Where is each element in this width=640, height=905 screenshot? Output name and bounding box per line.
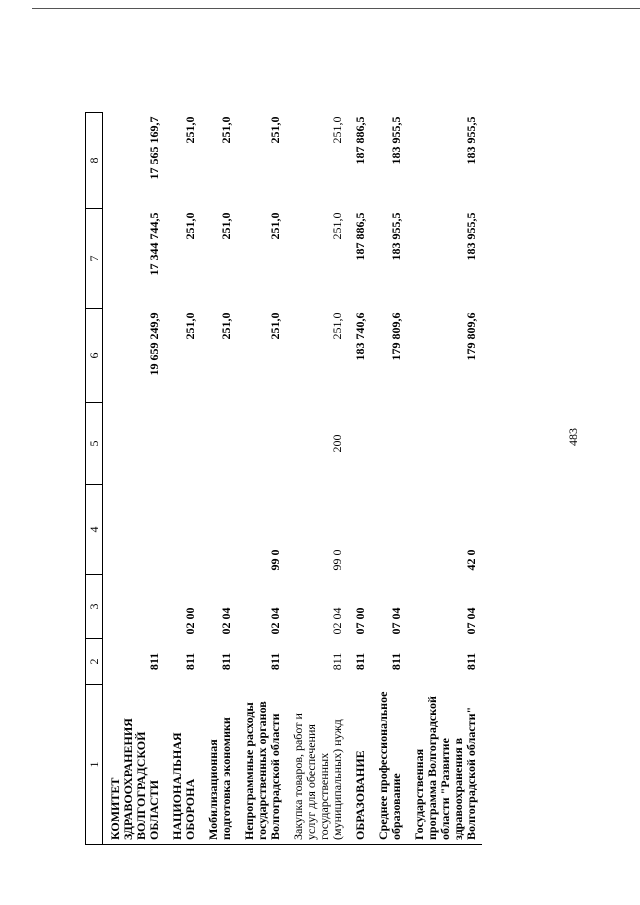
amount-col6: 251,0	[268, 312, 282, 340]
expense-type-code	[201, 403, 237, 485]
amount-col6: 251,0	[183, 312, 197, 340]
ved-code: 811	[330, 652, 344, 671]
ved-code: 811	[389, 652, 403, 671]
column-header: 6	[86, 309, 103, 403]
target-code	[165, 485, 201, 575]
row-name: НАЦИОНАЛЬНАЯ ОБОРОНА	[165, 685, 201, 845]
section-code: 02 00	[183, 607, 197, 635]
amount-col6: 179 809,6	[464, 312, 478, 361]
expense-type-code: 200	[330, 434, 344, 453]
target-code: 99 0	[330, 549, 344, 571]
row-name: Государственная программа Волгоградской области "Развитие здравоохранения в Волгоградской области"	[407, 685, 482, 845]
column-header: 7	[86, 209, 103, 309]
target-code	[348, 485, 371, 575]
amount-col6: 251,0	[330, 312, 344, 340]
page-number: 483	[566, 428, 580, 446]
column-header: 4	[86, 485, 103, 575]
amount-col8: 17 565 169,7	[147, 116, 161, 180]
section-code: 07 04	[389, 607, 403, 635]
expense-type-code	[371, 403, 407, 485]
amount-col8: 183 955,5	[389, 116, 403, 165]
amount-col8: 251,0	[183, 116, 197, 144]
table-row	[286, 113, 348, 845]
target-code: 99 0	[268, 549, 282, 571]
column-header: 2	[86, 639, 103, 685]
section-code: 02 04	[330, 607, 344, 635]
amount-col8: 251,0	[268, 116, 282, 144]
budget-table	[85, 112, 482, 845]
amount-col7: 251,0	[330, 212, 344, 240]
table-body	[103, 113, 483, 845]
table-header-row	[86, 113, 103, 845]
row-name: Непрограммные расходы государственных органов Волгоградской области	[237, 685, 286, 845]
row-name: КОМИТЕТ ЗДРАВООХРАНЕНИЯ ВОЛГОГРАДСКОЙ ОБЛАСТИ	[103, 685, 166, 845]
column-header: 1	[86, 685, 103, 845]
amount-col6: 183 740,6	[353, 312, 367, 361]
target-code	[371, 485, 407, 575]
amount-col8: 187 886,5	[353, 116, 367, 165]
section-code: 02 04	[268, 607, 282, 635]
expense-type-code	[165, 403, 201, 485]
ved-code: 811	[464, 652, 478, 671]
expense-type-code	[348, 403, 371, 485]
table-row	[407, 113, 482, 845]
section-code: 07 04	[464, 607, 478, 635]
table-row	[103, 113, 166, 845]
ved-code: 811	[268, 652, 282, 671]
row-name: Закупка товаров, работ и услуг для обеспечения государственных (муниципальных) нужд	[286, 685, 348, 845]
ved-code: 811	[147, 652, 161, 671]
amount-col6: 179 809,6	[389, 312, 403, 361]
row-name: ОБРАЗОВАНИЕ	[348, 685, 371, 845]
amount-col7: 251,0	[219, 212, 233, 240]
row-name: Среднее профессиональное образование	[371, 685, 407, 845]
ved-code: 811	[219, 652, 233, 671]
section-code: 07 00	[353, 607, 367, 635]
amount-col7: 187 886,5	[353, 212, 367, 261]
column-header: 3	[86, 575, 103, 639]
amount-col7: 251,0	[268, 212, 282, 240]
section-code	[103, 575, 166, 639]
amount-col7: 183 955,5	[389, 212, 403, 261]
table-row	[348, 113, 371, 845]
table-row	[201, 113, 237, 845]
target-code: 42 0	[464, 549, 478, 571]
target-code	[103, 485, 166, 575]
table-row	[237, 113, 286, 845]
amount-col6: 19 659 249,9	[147, 312, 161, 376]
amount-col7: 183 955,5	[464, 212, 478, 261]
amount-col8: 183 955,5	[464, 116, 478, 165]
column-header: 8	[86, 113, 103, 209]
expense-type-code	[237, 403, 286, 485]
ved-code: 811	[353, 652, 367, 671]
amount-col7: 251,0	[183, 212, 197, 240]
column-header: 5	[86, 403, 103, 485]
expense-type-code	[103, 403, 166, 485]
table-row	[165, 113, 201, 845]
ved-code: 811	[183, 652, 197, 671]
target-code	[201, 485, 237, 575]
amount-col8: 251,0	[219, 116, 233, 144]
table-row	[371, 113, 407, 845]
section-code: 02 04	[219, 607, 233, 635]
amount-col8: 251,0	[330, 116, 344, 144]
row-name: Мобилизационная подготовка экономики	[201, 685, 237, 845]
amount-col7: 17 344 744,5	[147, 212, 161, 276]
amount-col6: 251,0	[219, 312, 233, 340]
expense-type-code	[407, 403, 482, 485]
